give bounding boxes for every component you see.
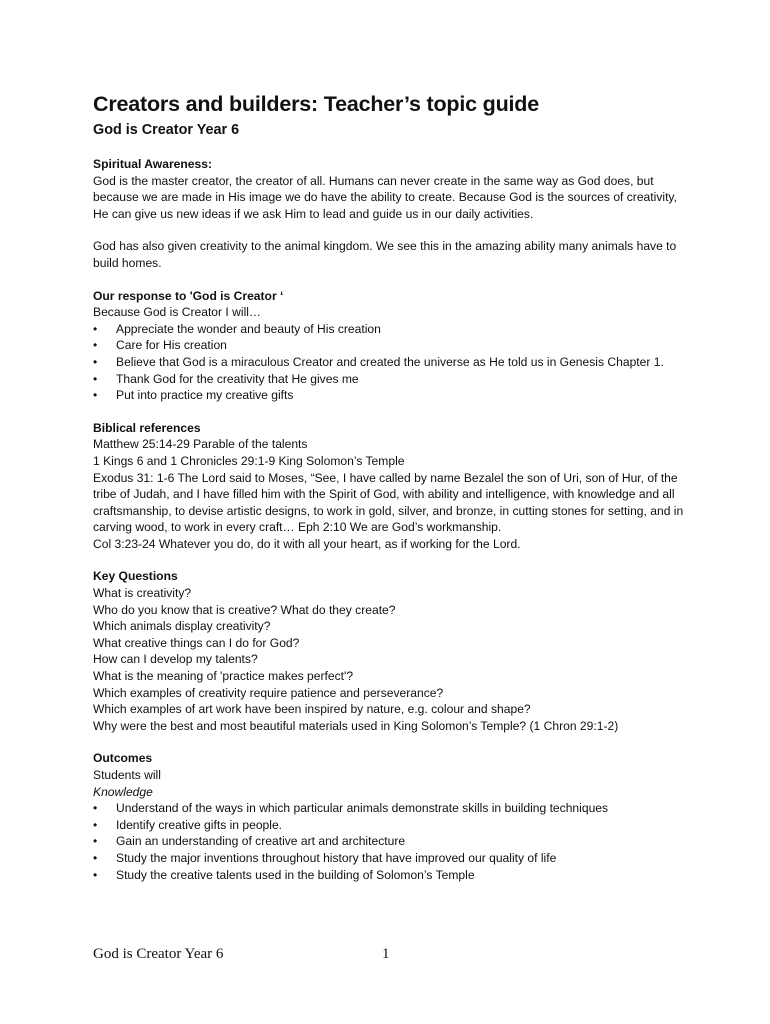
section-heading: Biblical references [93,420,201,435]
page-number: 1 [382,946,390,962]
question-line: Why were the best and most beautiful materials used in King Solomon’s Temple? (1 Chron 29:1-2) [93,718,619,733]
question-line: How can I develop my talents? [93,652,258,667]
question-line: What is creativity? [93,586,192,601]
document-body [93,90,693,883]
list-item: • Put into practice my creative gifts [93,387,693,404]
list-item: • Care for His creation [93,337,693,354]
list-item: • Appreciate the wonder and beauty of His creation [93,321,693,338]
list-item: • Gain an understanding of creative art and architecture [93,833,693,850]
bullet-list [93,800,693,883]
list-item: • Study the creative talents used in the building of Solomon’s Temple [93,867,693,884]
footer-title: God is Creator Year 6 [93,946,224,962]
question-line: Which examples of art work have been inspired by nature, e.g. colour and shape? [93,702,531,717]
list-item: • Identify creative gifts in people. [93,817,693,834]
bullet-list [93,321,693,404]
question-line: Which examples of creativity require patience and perseverance? [93,685,444,700]
page-footer [93,946,693,963]
page-title: Creators and builders: Teacher’s topic guide [93,92,539,116]
section-heading: Key Questions [93,569,178,584]
response-section [93,288,693,404]
reference-line: Col 3:23-24 Whatever you do, do it with all your heart, as if working for the Lord. [93,536,521,551]
reference-line: Matthew 25:14-29 Parable of the talents [93,437,308,452]
question-line: Who do you know that is creative? What do they create? [93,602,396,617]
section-intro: Because God is Creator I will… [93,305,262,320]
question-line: Which animals display creativity? [93,619,271,634]
list-item: • Understand of the ways in which particular animals demonstrate skills in building techniques [93,800,693,817]
key-questions-section [93,568,693,734]
reference-line: 1 Kings 6 and 1 Chronicles 29:1-9 King Solomon’s Temple [93,453,405,468]
section-subheading: Knowledge [93,784,153,799]
list-item: • Study the major inventions throughout history that have improved our quality of life [93,850,693,867]
paragraph: God is the master creator, the creator of all. Humans can never create in the same way as God does, but because we are made in His image we do have the ability to create. Because God is the sources of creativity, He can give us new ideas if we ask Him to lead and guide us in our daily activities. [93,173,677,221]
spiritual-awareness-section [93,156,693,272]
list-item: • Believe that God is a miraculous Creator and created the universe as He told us in Genesis Chapter 1. [93,354,693,371]
biblical-references-section [93,420,693,553]
section-heading: Our response to 'God is Creator ‘ [93,288,284,303]
reference-line: Exodus 31: 1-6 The Lord said to Moses, “See, I have called by name Bezalel the son of Uri, son of Hur, of the tribe of Judah, and I have filled him with the Spirit of God, with ability and intelligence, with knowledge and all craftsmanship, to devise artistic designs, to work in gold, silver, and bronze, in cutting stones for setting, and in carving wood, to work in every craft… Eph 2:10 We are God’s workmanship. [93,470,684,535]
list-item: • Thank God for the creativity that He gives me [93,371,693,388]
outcomes-section [93,750,693,883]
question-line: What is the meaning of 'practice makes perfect'? [93,669,354,684]
section-intro: Students will [93,768,161,782]
question-line: What creative things can I do for God? [93,635,300,650]
section-heading: Spiritual Awareness: [93,157,212,171]
section-heading: Outcomes [93,751,153,766]
page-subtitle: God is Creator Year 6 [93,122,240,138]
paragraph: God has also given creativity to the animal kingdom. We see this in the amazing ability many animals have to build homes. [93,239,677,270]
